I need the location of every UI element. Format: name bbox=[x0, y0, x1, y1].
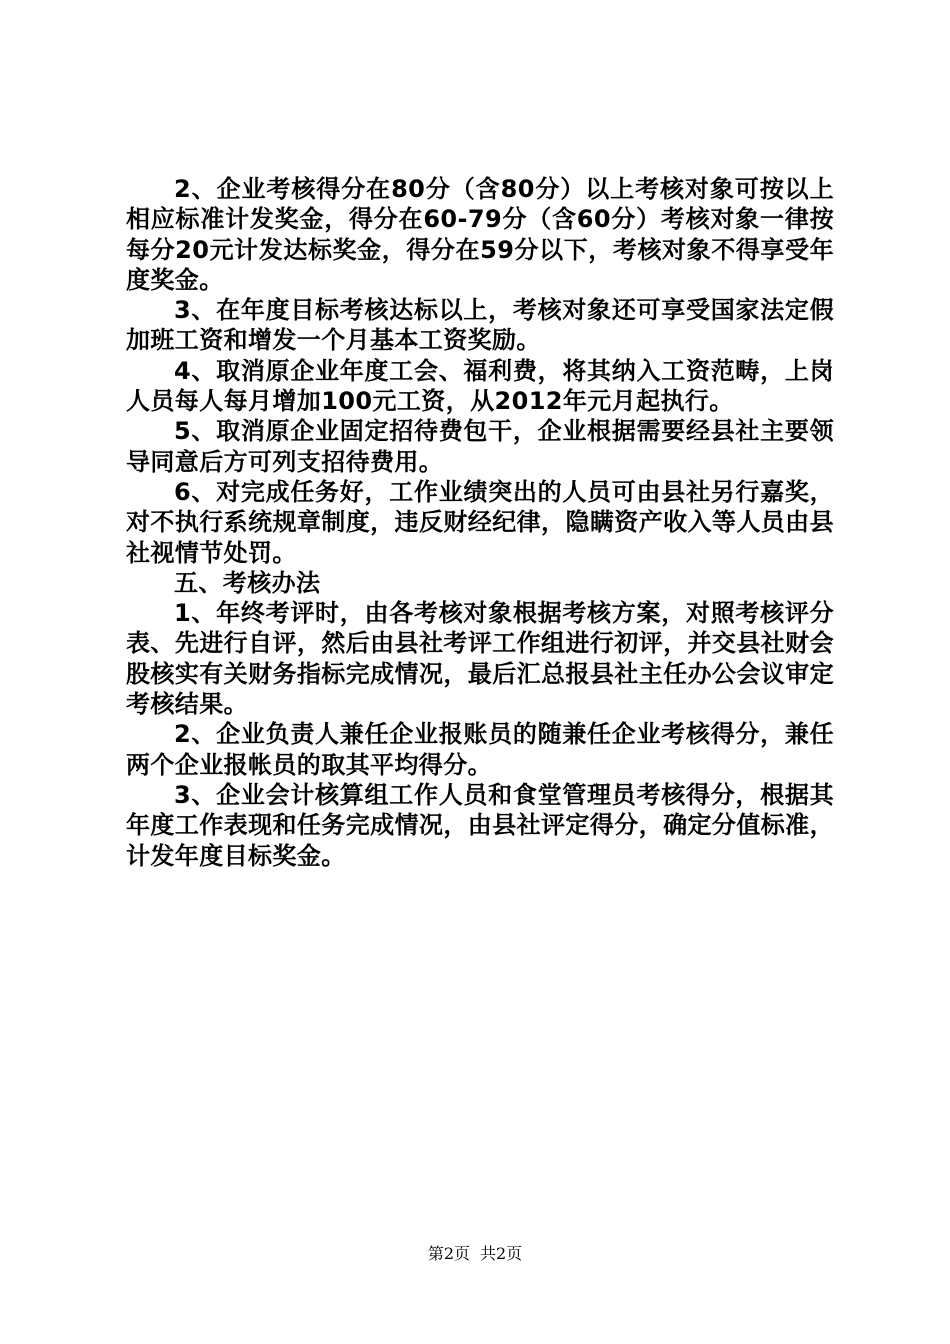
paragraph-accounting-staff-score: 3、企业会计核算组工作人员和食堂管理员考核得分，根据其年度工作表现和任务完成情况，由县社评定得分，确定分值标准，计发年度目标奖金。 bbox=[126, 780, 834, 870]
paragraph-welfare-fee: 4、取消原企业年度工会、福利费，将其纳入工资范畴，上岗人员每人每月增加100元工资，从2012年元月起执行。 bbox=[126, 356, 834, 416]
paragraph-overtime-pay: 3、在年度目标考核达标以上，考核对象还可享受国家法定假加班工资和增发一个月基本工资奖励。 bbox=[126, 296, 834, 355]
paragraph-bookkeeper-score: 2、企业负责人兼任企业报账员的随兼任企业考核得分，兼任两个企业报帐员的取其平均得分。 bbox=[126, 720, 834, 779]
paragraph-rewards-penalties: 6、对完成任务好，工作业绩突出的人员可由县社另行嘉奖，对不执行系统规章制度，违反财经纪律，隐瞒资产收入等人员由县社视情节处罚。 bbox=[126, 477, 834, 567]
paragraph-bonus-by-score: 2、企业考核得分在80分（含80分）以上考核对象可按以上相应标准计发奖金，得分在60-79分（含60分）考核对象一律按每分20元计发达标奖金，得分在59分以下，考核对象不得享受年度奖金。 bbox=[126, 175, 834, 294]
page-total: 共2页 bbox=[480, 1244, 523, 1263]
page-number: 第2页 bbox=[427, 1244, 470, 1263]
paragraph-entertainment-fee: 5、取消原企业固定招待费包干，企业根据需要经县社主要领导同意后方可列支招待费用。 bbox=[126, 417, 834, 476]
page-footer bbox=[0, 1244, 950, 1264]
section-heading-assessment-method: 五、考核办法 bbox=[174, 568, 321, 597]
paragraph-year-end-review: 1、年终考评时，由各考核对象根据考核方案，对照考核评分表、先进行自评，然后由县社考评工作组进行初评，并交县社财会股核实有关财务指标完成情况，最后汇总报县社主任办公会议审定考核结果。 bbox=[126, 599, 834, 719]
document-body bbox=[126, 174, 834, 871]
